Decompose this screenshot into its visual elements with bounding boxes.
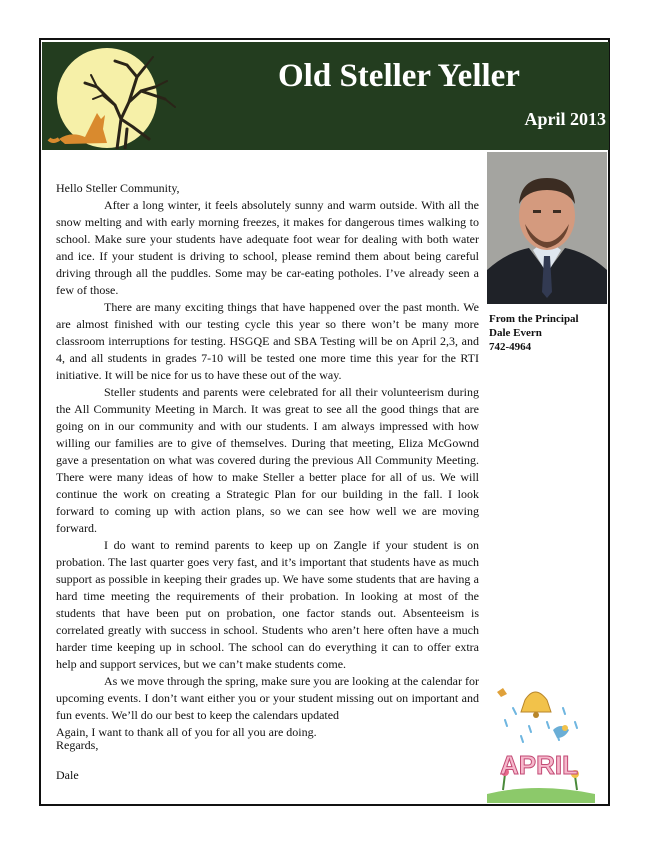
principal-caption [489,312,579,354]
april-clipart [477,678,602,803]
newsletter-title: Old Steller Yeller [278,58,520,94]
letter-regards: Regards, [56,738,99,752]
letter-paragraph: There are many exciting things that have happened over the past month. We are almost finished with our testing cycle this year so there won’t be many more classroom interruptions for testing. HSGQE and SBA Testing will be on April 2,3, and 4, and all students in grades 7-10 will be tested one more time this year for the RTI initiative. It will be nice for us to have these out of the way. [56,300,479,382]
caption-role: From the Principal [489,313,579,325]
principal-name: Dale Evern [489,327,542,339]
principal-letter [56,180,479,741]
letter-closing-line: Again, I want to thank all of you for all you are doing. [56,725,317,739]
april-word: APRIL [500,750,578,780]
letter-paragraph: Steller students and parents were celebrated for all their volunteerism during the All Community Meeting in March. It was great to see all the good things that are going on in our community and with our students. I am always impressed with how willing our families are to give of themselves. During that meeting, Eliza McGownd gave a presentation on what was covered during the previous All Community Meeting. There were many ideas of how to make Steller a better place for all of us. We will continue the work on creating a Strategic Plan for our building in the fall. I look forward to coming up with action plans, so we can see how well we are moving forward. [56,385,479,535]
letter-salutation: Hello Steller Community, [56,181,180,195]
principal-phone: 742-4964 [489,341,532,353]
letter-signature: Dale [56,768,79,782]
moon-tree-fox-logo [45,47,185,149]
letter-paragraph: As we move through the spring, make sure you are looking at the calendar for upcoming events. I don’t want either you or your student missing out on important and fun events. We’ll do our best to keep the calendars updated [56,674,479,722]
letter-paragraph: I do want to remind parents to keep up on Zangle if your student is on probation. The last quarter goes very fast, and it’s important that students have as much support as possible in keeping their grades up. We have some students that are having a hard time meeting the requirements of their probation. In looking at most of the students that have been put on probation, one factor stands out. Absenteeism is correlated greatly with success in school. Students who aren’t here often have a much harder time keeping up in school. The school can do everything it can to offer extra help and support services, but we can’t make students come. [56,538,479,671]
letter-paragraph: After a long winter, it feels absolutely sunny and warm outside. With all the snow melting and with early morning freezes, it makes for dangerous times walking to school. Make sure your students have adequate foot wear for dealing with both water and ice. If your student is driving to school, please remind them about being careful driving through all the puddles. Some may be car-eating potholes. I’ve already seen a few of those. [56,198,479,297]
principal-photo [487,152,607,304]
issue-date: April 2013 [524,109,606,129]
